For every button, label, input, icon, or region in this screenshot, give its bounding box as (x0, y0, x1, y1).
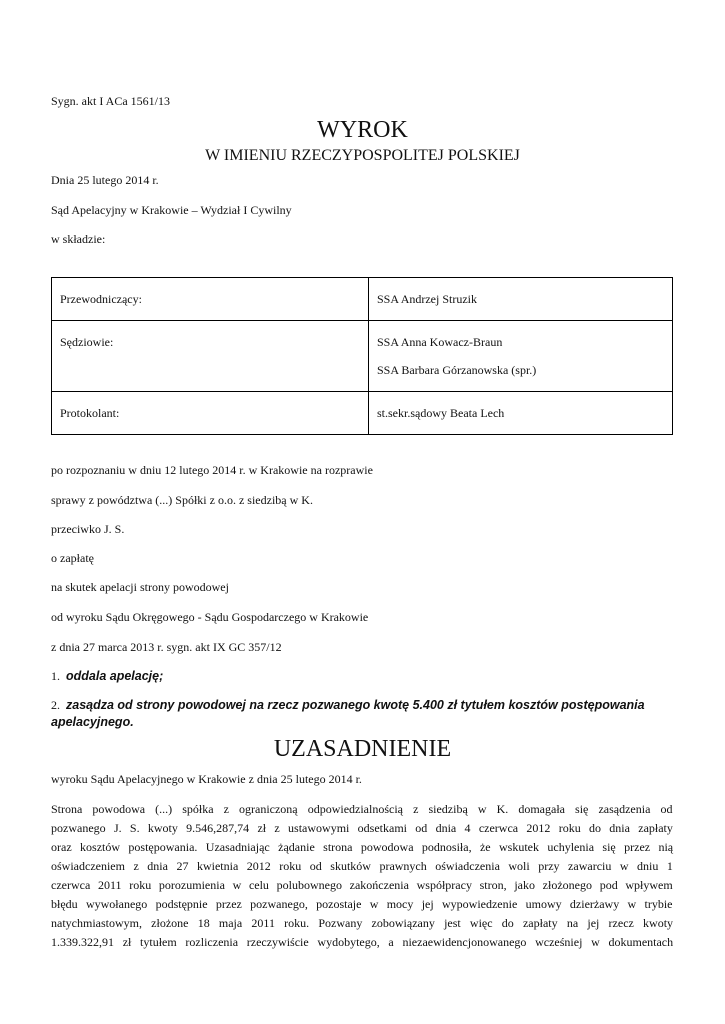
bench-role: Protokolant: (52, 392, 369, 435)
bench-names (369, 392, 673, 435)
paragraph-line: pozwanego J. S. kwoty 9.546,287,74 zł z ustawowymi odsetkami od dnia 4 czerwca 2012 roku do dnia zapłaty (51, 821, 673, 835)
bench-row (52, 392, 673, 435)
proceedings-line: na skutek apelacji strony powodowej (51, 580, 229, 594)
paragraph-line: oświadczeniem z dnia 27 kwietnia 2012 roku od skutków prawnych oświadczenia woli przy zawarciu w dniu 1 (51, 859, 673, 873)
proceedings-line: od wyroku Sądu Okręgowego - Sądu Gospodarczego w Krakowie (51, 610, 369, 624)
judgment-date: Dnia 25 lutego 2014 r. (51, 173, 159, 187)
bench-row (52, 278, 673, 321)
bench-role: Przewodniczący: (52, 278, 369, 321)
proceedings-line: po rozpoznaniu w dniu 12 lutego 2014 r. w Krakowie na rozprawie (51, 463, 373, 477)
proceedings-line: sprawy z powództwa (...) Spółki z o.o. z siedzibą w K. (51, 493, 313, 507)
decision-item (51, 698, 645, 712)
composition-label: w składzie: (51, 232, 106, 246)
decision-item (51, 669, 163, 683)
decision-text: zasądza od strony powodowej na rzecz pozwanego kwotę 5.400 zł tytułem kosztów postępowania (66, 698, 645, 712)
bench-name: SSA Andrzej Struzik (377, 292, 478, 306)
justification-title: UZASADNIENIE (273, 736, 452, 762)
bench-name: SSA Anna Kowacz-Braun (377, 335, 503, 349)
proceedings-line: o zapłatę (51, 551, 94, 565)
bench-name: SSA Barbara Górzanowska (spr.) (377, 363, 537, 377)
decision-continuation: apelacyjnego. (51, 715, 134, 729)
decision-number: 2. (51, 698, 60, 712)
bench-name: st.sekr.sądowy Beata Lech (377, 406, 505, 420)
case-signature: Sygn. akt I ACa 1561/13 (51, 94, 170, 108)
document-subtitle: W IMIENIU RZECZYPOSPOLITEJ POLSKIEJ (205, 147, 520, 164)
paragraph-line: błędu wywołanego podstępnie przez pozwanego, pozostaje w mocy jej wypowiedzenie umowy dzierżawy w trybie (51, 897, 673, 911)
bench-names (369, 321, 673, 392)
bench-row (52, 321, 673, 392)
decision-text: oddala apelację; (66, 669, 164, 683)
paragraph-line: czerwca 2011 roku porozumienia w celu polubownego zakończenia współpracy stron, jako złożonego pod wpływem (51, 878, 673, 892)
court-name: Sąd Apelacyjny w Krakowie – Wydział I Cywilny (51, 203, 292, 217)
justification-paragraph (51, 800, 673, 952)
bench-names (369, 278, 673, 321)
decision-number: 1. (51, 669, 60, 683)
proceedings-line: przeciwko J. S. (51, 522, 125, 536)
proceedings-line: z dnia 27 marca 2013 r. sygn. akt IX GC 357/12 (51, 640, 282, 654)
document-title: WYROK (317, 117, 408, 143)
paragraph-line: 1.339.322,91 zł tytułem rozliczenia rzeczywiście wydobytego, a niezaewidencjonowanego wcześniej w dokumentach (51, 935, 674, 949)
paragraph-line: natychmiastowym, złożone 18 maja 2011 roku. Pozwany zobowiązany jest więc do zapłaty na jej rzecz kwoty (51, 916, 674, 930)
bench-table (51, 277, 673, 435)
bench-role: Sędziowie: (52, 321, 369, 392)
paragraph-line: Strona powodowa (...) spółka z ograniczoną odpowiedzialnością z siedzibą w K. domagała się zasądzenia od (51, 802, 673, 816)
paragraph-line: oraz kosztów postępowania. Uzasadniając żądanie strona powodowa podnosiła, że wskutek uchylenia się przez nią (51, 840, 674, 854)
justification-intro: wyroku Sądu Apelacyjnego w Krakowie z dnia 25 lutego 2014 r. (51, 772, 362, 786)
